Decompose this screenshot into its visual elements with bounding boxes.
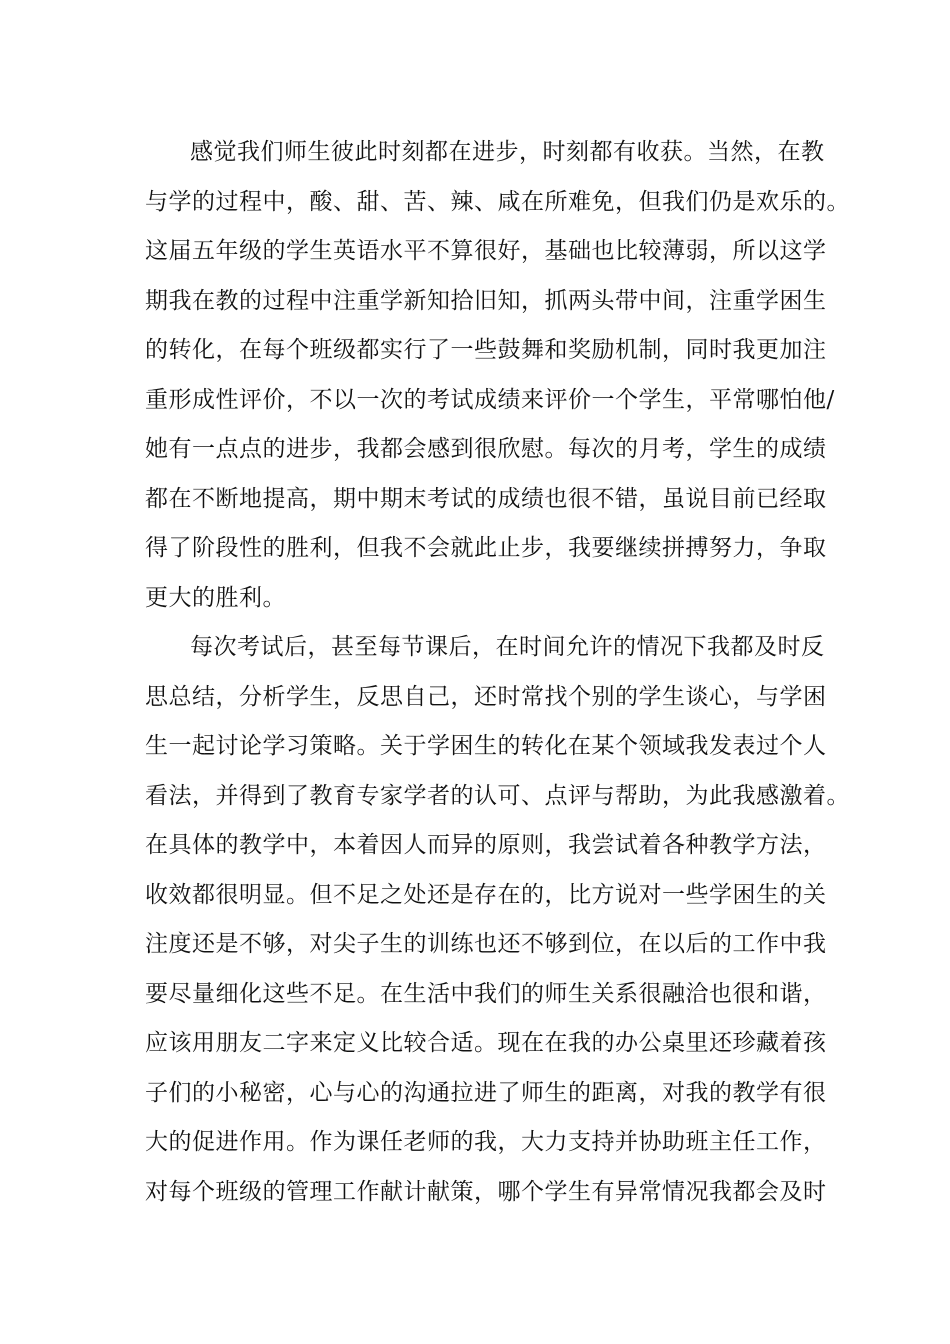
text-line: 感觉我们师生彼此时刻都在进步，时刻都有收获。当然，在教 [190, 139, 825, 165]
text-line: 思总结，分析学生，反思自己，还时常找个别的学生谈心，与学困 [145, 684, 827, 710]
text-line: 看法，并得到了教育专家学者的认可、点评与帮助，为此我感激着。 [145, 783, 850, 809]
text-line: 对每个班级的管理工作献计献策，哪个学生有异常情况我都会及时 [145, 1179, 827, 1205]
text-line: 更大的胜利。 [145, 585, 286, 611]
text-line: 注度还是不够，对尖子生的训练也还不够到位，在以后的工作中我 [145, 931, 827, 957]
text-line: 生一起讨论学习策略。关于学困生的转化在某个领域我发表过个人 [145, 733, 827, 759]
text-line: 都在不断地提高，期中期末考试的成绩也很不错，虽说目前已经取 [145, 486, 827, 512]
text-line: 大的促进作用。作为课任老师的我，大力支持并协助班主任工作， [145, 1129, 827, 1155]
text-line: 她有一点点的进步，我都会感到很欣慰。每次的月考，学生的成绩 [145, 436, 827, 462]
text-line: 得了阶段性的胜利，但我不会就此止步，我要继续拼搏努力，争取 [145, 535, 827, 561]
text-line: 在具体的教学中，本着因人而异的原则，我尝试着各种教学方法， [145, 832, 827, 858]
text-line: 要尽量细化这些不足。在生活中我们的师生关系很融洽也很和谐， [145, 981, 827, 1007]
text-line: 与学的过程中，酸、甜、苦、辣、咸在所难免，但我们仍是欢乐的。 [145, 189, 850, 215]
text-line: 这届五年级的学生英语水平不算很好，基础也比较薄弱，所以这学 [145, 238, 827, 264]
text-line: 每次考试后，甚至每节课后，在时间允许的情况下我都及时反 [190, 634, 825, 660]
text-line: 应该用朋友二字来定义比较合适。现在在我的办公桌里还珍藏着孩 [145, 1030, 827, 1056]
text-line: 期我在教的过程中注重学新知拾旧知，抓两头带中间，注重学困生 [145, 288, 827, 314]
text-line: 重形成性评价，不以一次的考试成绩来评价一个学生，平常哪怕他/ [145, 387, 835, 413]
text-line: 的转化，在每个班级都实行了一些鼓舞和奖励机制，同时我更加注 [145, 337, 827, 363]
text-line: 子们的小秘密，心与心的沟通拉进了师生的距离，对我的教学有很 [145, 1080, 827, 1106]
text-line: 收效都很明显。但不足之处还是存在的，比方说对一些学困生的关 [145, 882, 827, 908]
